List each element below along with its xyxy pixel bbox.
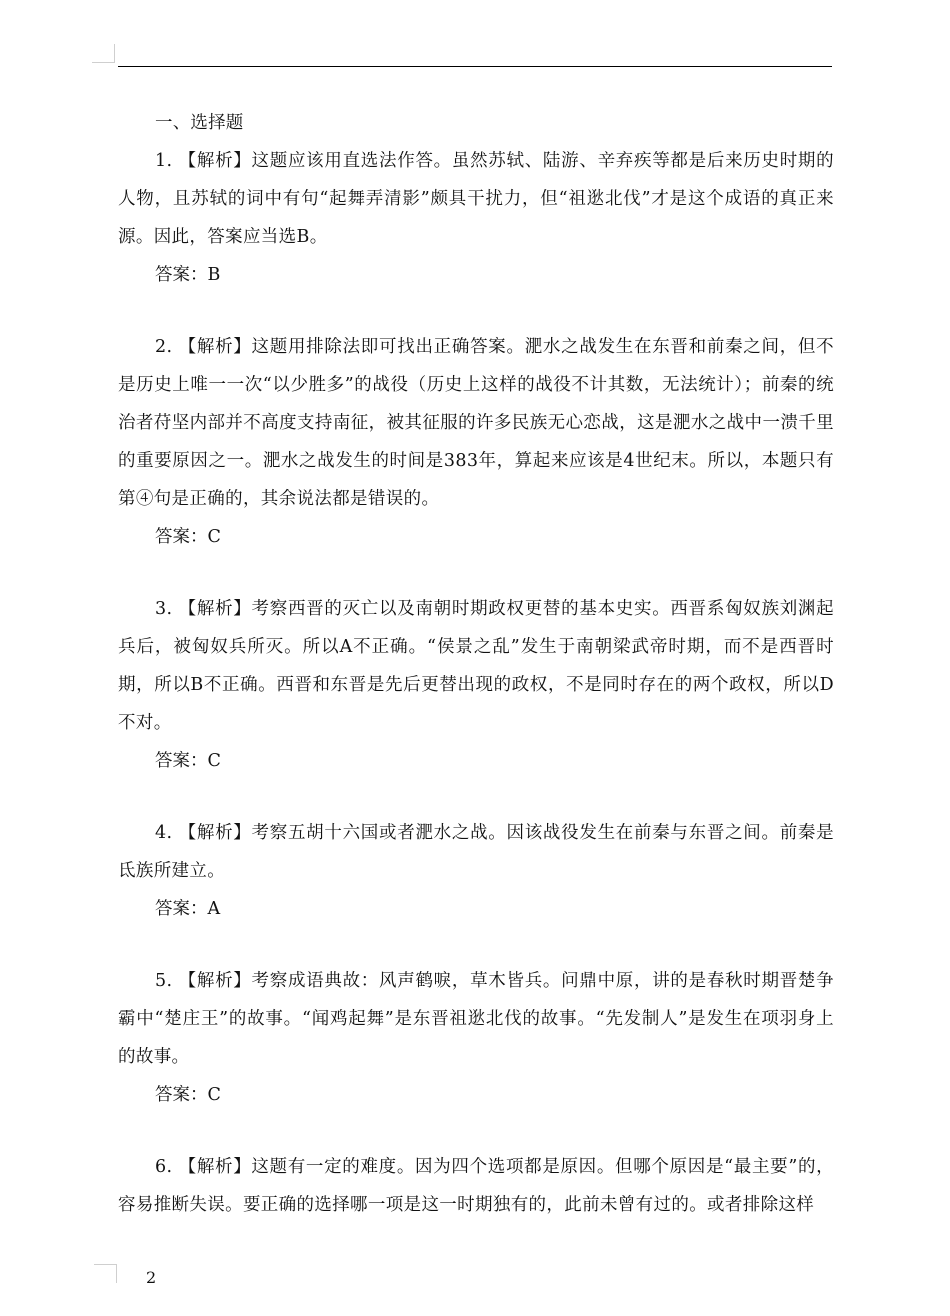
question-4-answer: 答案：A	[155, 899, 221, 919]
question-1-explanation: 1. 【解析】这题应该用直选法作答。虽然苏轼、陆游、辛弃疾等都是后来历史时期的人物，且苏轼的词中有句“起舞弄清影”颇具干扰力，但“祖逖北伐”才是这个成语的真正来源。因此，答案应当选B。	[118, 151, 834, 247]
question-5-explanation: 5. 【解析】考察成语典故：风声鹤唳，草木皆兵。问鼎中原，讲的是春秋时期晋楚争霸中“楚庄王”的故事。“闻鸡起舞”是东晋祖逖北伐的故事。“先发制人”是发生在项羽身上的故事。	[118, 971, 834, 1067]
question-6-explanation: 6. 【解析】这题有一定的难度。因为四个选项都是原因。但哪个原因是“最主要”的，容易推断失误。要正确的选择哪一项是这一时期独有的，此前未曾有过的。或者排除这样	[118, 1157, 834, 1215]
question-2-answer: 答案：C	[155, 527, 221, 547]
page-number: 2	[146, 1268, 157, 1287]
question-3-answer: 答案：C	[155, 751, 221, 771]
question-4-explanation: 4. 【解析】考察五胡十六国或者淝水之战。因该战役发生在前秦与东晋之间。前秦是氐族所建立。	[118, 823, 834, 881]
crop-mark-bottom-left	[94, 1264, 117, 1283]
paragraph-gap	[118, 556, 834, 590]
paragraph-gap	[118, 294, 834, 328]
paragraph-gap	[118, 1114, 834, 1148]
question-1-answer: 答案：B	[155, 265, 221, 285]
paragraph-gap	[118, 780, 834, 814]
document-content	[118, 104, 834, 1224]
question-3-explanation: 3. 【解析】考察西晋的灭亡以及南朝时期政权更替的基本史实。西晋系匈奴族刘渊起兵后，被匈奴兵所灭。所以A不正确。“侯景之乱”发生于南朝梁武帝时期，而不是西晋时期，所以B不正确。西晋和东晋是先后更替出现的政权，不是同时存在的两个政权，所以D不对。	[118, 599, 834, 733]
question-2-explanation: 2. 【解析】这题用排除法即可找出正确答案。淝水之战发生在东晋和前秦之间，但不是历史上唯一一次“以少胜多”的战役（历史上这样的战役不计其数，无法统计）；前秦的统治者苻坚内部并不高度支持南征，被其征服的许多民族无心恋战，这是淝水之战中一溃千里的重要原因之一。淝水之战发生的时间是383年，算起来应该是4世纪末。所以，本题只有第④句是正确的，其余说法都是错误的。	[118, 337, 834, 509]
question-5-answer: 答案：C	[155, 1085, 221, 1105]
crop-mark-top-left	[92, 44, 115, 63]
header-rule	[118, 66, 832, 67]
paragraph-gap	[118, 928, 834, 962]
section-title: 一、选择题	[155, 113, 244, 133]
